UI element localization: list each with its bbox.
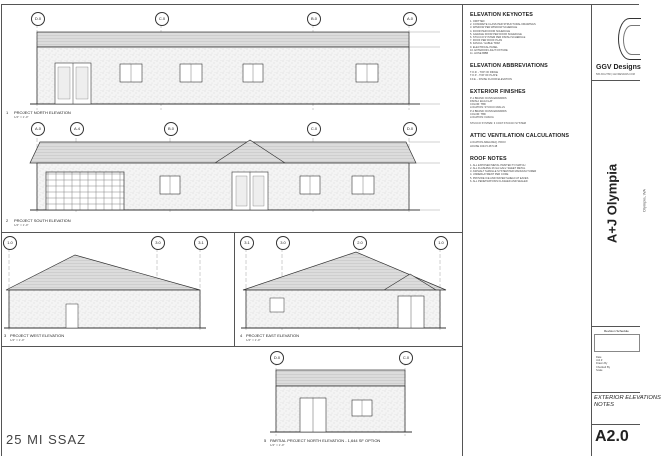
- abbrev-item: T.O.R. - TOP OF RIDGE: [470, 71, 499, 75]
- grid-bubble: D.0: [270, 351, 284, 365]
- east-elevation-number: 4: [240, 333, 243, 338]
- notes-column: [470, 12, 586, 183]
- grid-bubble: 3.0: [151, 236, 165, 250]
- job-info-row: Checked By: [596, 365, 610, 369]
- grid-bubble: 3.1: [240, 236, 254, 250]
- keynote-item: 7. ROOF PER ROOF PLAN: [470, 39, 503, 43]
- keynote-item: 6. STUCCO SYSTEM PER FINISH SCHEDULE: [470, 36, 526, 40]
- west-elevation-number: 3: [4, 333, 7, 338]
- keynote-item: 8. FASCIA / GABLE TRIM: [470, 42, 500, 46]
- grid-bubble: D.0: [403, 122, 417, 136]
- keynote-item: 9. ELECTRICAL PANEL: [470, 45, 498, 49]
- partial-north-elevation: [270, 362, 412, 436]
- keynote-item: 2. CONCRETE CLASS PER STRUCTURAL DRAWINGS: [470, 23, 536, 27]
- attic-heading: ATTIC VENTILATION CALCULATIONS: [470, 133, 570, 140]
- revision-table: [594, 334, 640, 352]
- keynote-item: 11. HOSE BIBB: [470, 52, 489, 56]
- east-elevation: [241, 248, 446, 330]
- roof-notes-list: [470, 164, 586, 183]
- job-info-row: Job #: [596, 359, 603, 363]
- abbrev-list: [470, 71, 586, 81]
- date-stamp: 25 MI SSAZ: [6, 432, 87, 447]
- roof-note-item: 4. UNDERLAYMENT PER CODE: [470, 173, 509, 177]
- finish-item: LOCATION: STUCCO WALLS: [470, 106, 505, 110]
- notes-divider: [462, 4, 463, 456]
- keynote-item: 10. EXTERIOR LIGHT FIXTURE: [470, 48, 508, 52]
- roof-note-item: 3. ASPHALT SHINGLE SYSTEM PER MANUFACTURER: [470, 170, 537, 174]
- revision-label: Revision Schedule: [604, 329, 629, 333]
- partial-elevation-title: PARTIAL PROJECT NORTH ELEVATION - 1,644 SF OPTION: [270, 438, 381, 443]
- east-elevation-title: PROJECT EAST ELEVATION: [246, 333, 300, 338]
- north-elevation-scale: 1/4" = 1'-0": [14, 115, 29, 119]
- grid-bubble: C.0: [307, 122, 321, 136]
- finish-item: P-1 BRAND: DUNN EDWARDS: [470, 96, 507, 100]
- finish-item: COLOR: TBD: [470, 103, 486, 107]
- grid-bubble: 2.0: [353, 236, 367, 250]
- keynotes-heading: ELEVATION KEYNOTES: [470, 12, 533, 18]
- keynote-item: 3. WINDOW PER WINDOW SCHEDULE: [470, 26, 518, 30]
- roof-note-item: 5. PROVIDE ICE AND WATER SHIELD AT EAVES: [470, 176, 529, 180]
- abbrev-item: T.O.P. - TOP OF PLATE: [470, 74, 498, 78]
- roof-note-item: 2. ALL FLASHING 26 GA GALV. SHEET METAL: [470, 167, 526, 171]
- west-elevation-title: PROJECT WEST ELEVATION: [10, 333, 65, 338]
- grid-bubble: A.0: [403, 12, 417, 26]
- keynote-item: 5. GARAGE DOOR PER DOOR SCHEDULE: [470, 32, 522, 36]
- attic-row: LOCATION AREA REQ. PROV.: [470, 141, 507, 145]
- roof-note-item: 6. ALL PENETRATIONS FLASHED AND SEALED: [470, 179, 528, 183]
- north-elevation: [30, 24, 440, 110]
- job-info-row: Scale: [596, 368, 603, 372]
- finish-item: FINISH: EGG FLAT: [470, 100, 493, 104]
- keynote-item: 1. OMITTED: [470, 20, 485, 23]
- grid-bubble: C.0: [155, 12, 169, 26]
- company-name: GGV Designs: [596, 64, 641, 71]
- keynote-item: 4. DOOR PER DOOR SCHEDULE: [470, 29, 511, 33]
- west-elevation: [4, 248, 206, 330]
- grid-bubble: A.0: [31, 122, 45, 136]
- finishes-heading: EXTERIOR FINISHES: [470, 88, 526, 95]
- job-info: [596, 356, 638, 372]
- grid-bubble: B.0: [307, 12, 321, 26]
- company-logo-icon: [618, 18, 641, 60]
- job-info-row: Drawn By: [596, 362, 608, 366]
- sheet-number: A2.0: [595, 428, 629, 445]
- job-info-row: Date: [596, 356, 602, 359]
- west-elevation-scale: 1/4" = 1'-0": [10, 338, 25, 342]
- north-elevation-number: 1: [6, 110, 9, 115]
- partial-elevation-number: 5: [264, 438, 267, 443]
- grid-bubble: A.4: [70, 122, 84, 136]
- grid-bubble: 1.0: [434, 236, 448, 250]
- sheet-title-1: EXTERIOR ELEVATIONS: [594, 395, 661, 401]
- finish-item: P-2 BRAND: DUNN EDWARDS: [470, 109, 507, 113]
- grid-bubble: 3.0: [276, 236, 290, 250]
- east-elevation-scale: 1/4" = 1'-0": [246, 338, 261, 342]
- attic-row: HOUSE 1644 5.48 5.48: [470, 144, 498, 148]
- south-elevation: [30, 132, 440, 212]
- sheet-title-2: NOTES: [594, 402, 614, 408]
- project-name-area: [592, 86, 647, 326]
- north-elevation-title: PROJECT NORTH ELEVATION: [14, 110, 71, 115]
- south-elevation-title: PROJECT SOUTH ELEVATION: [14, 218, 71, 223]
- abbrev-item: F.F.E. - FINISH FLOOR ELEVATION: [470, 77, 512, 81]
- company-contact: 505.304.2768 | GGVDESIGNS.COM: [596, 73, 635, 76]
- grid-bubble: 1.0: [3, 236, 17, 250]
- grid-bubble: 3.1: [194, 236, 208, 250]
- roof-notes-heading: ROOF NOTES: [470, 155, 507, 162]
- keynotes-list: [470, 20, 586, 55]
- stucco-note: STUCCO SYSTEM: 3 COAT STUCCO SYSTEM: [470, 122, 526, 126]
- project-address: Olympia, WA: [641, 188, 647, 213]
- attic-list: [470, 141, 586, 147]
- project-name: A+J Olympia: [604, 163, 620, 244]
- grid-bubble: B.0: [164, 122, 178, 136]
- finishes-list: [470, 97, 586, 119]
- finish-item: COLOR: TBD: [470, 112, 486, 116]
- abbrev-heading: ELEVATION ABBREVIATIONS: [470, 63, 548, 70]
- title-block: [592, 4, 661, 456]
- south-elevation-number: 2: [6, 218, 9, 223]
- south-elevation-scale: 1/4" = 1'-0": [14, 223, 29, 227]
- finish-item: LOCATION: FASCIA: [470, 116, 494, 120]
- roof-note-item: 1. ALL EXPOSED METAL PAINTED TO MATCH: [470, 163, 526, 167]
- partial-elevation-scale: 1/4" = 1'-0": [270, 443, 285, 447]
- grid-bubble: C.0: [399, 351, 413, 365]
- grid-bubble: D.0: [31, 12, 45, 26]
